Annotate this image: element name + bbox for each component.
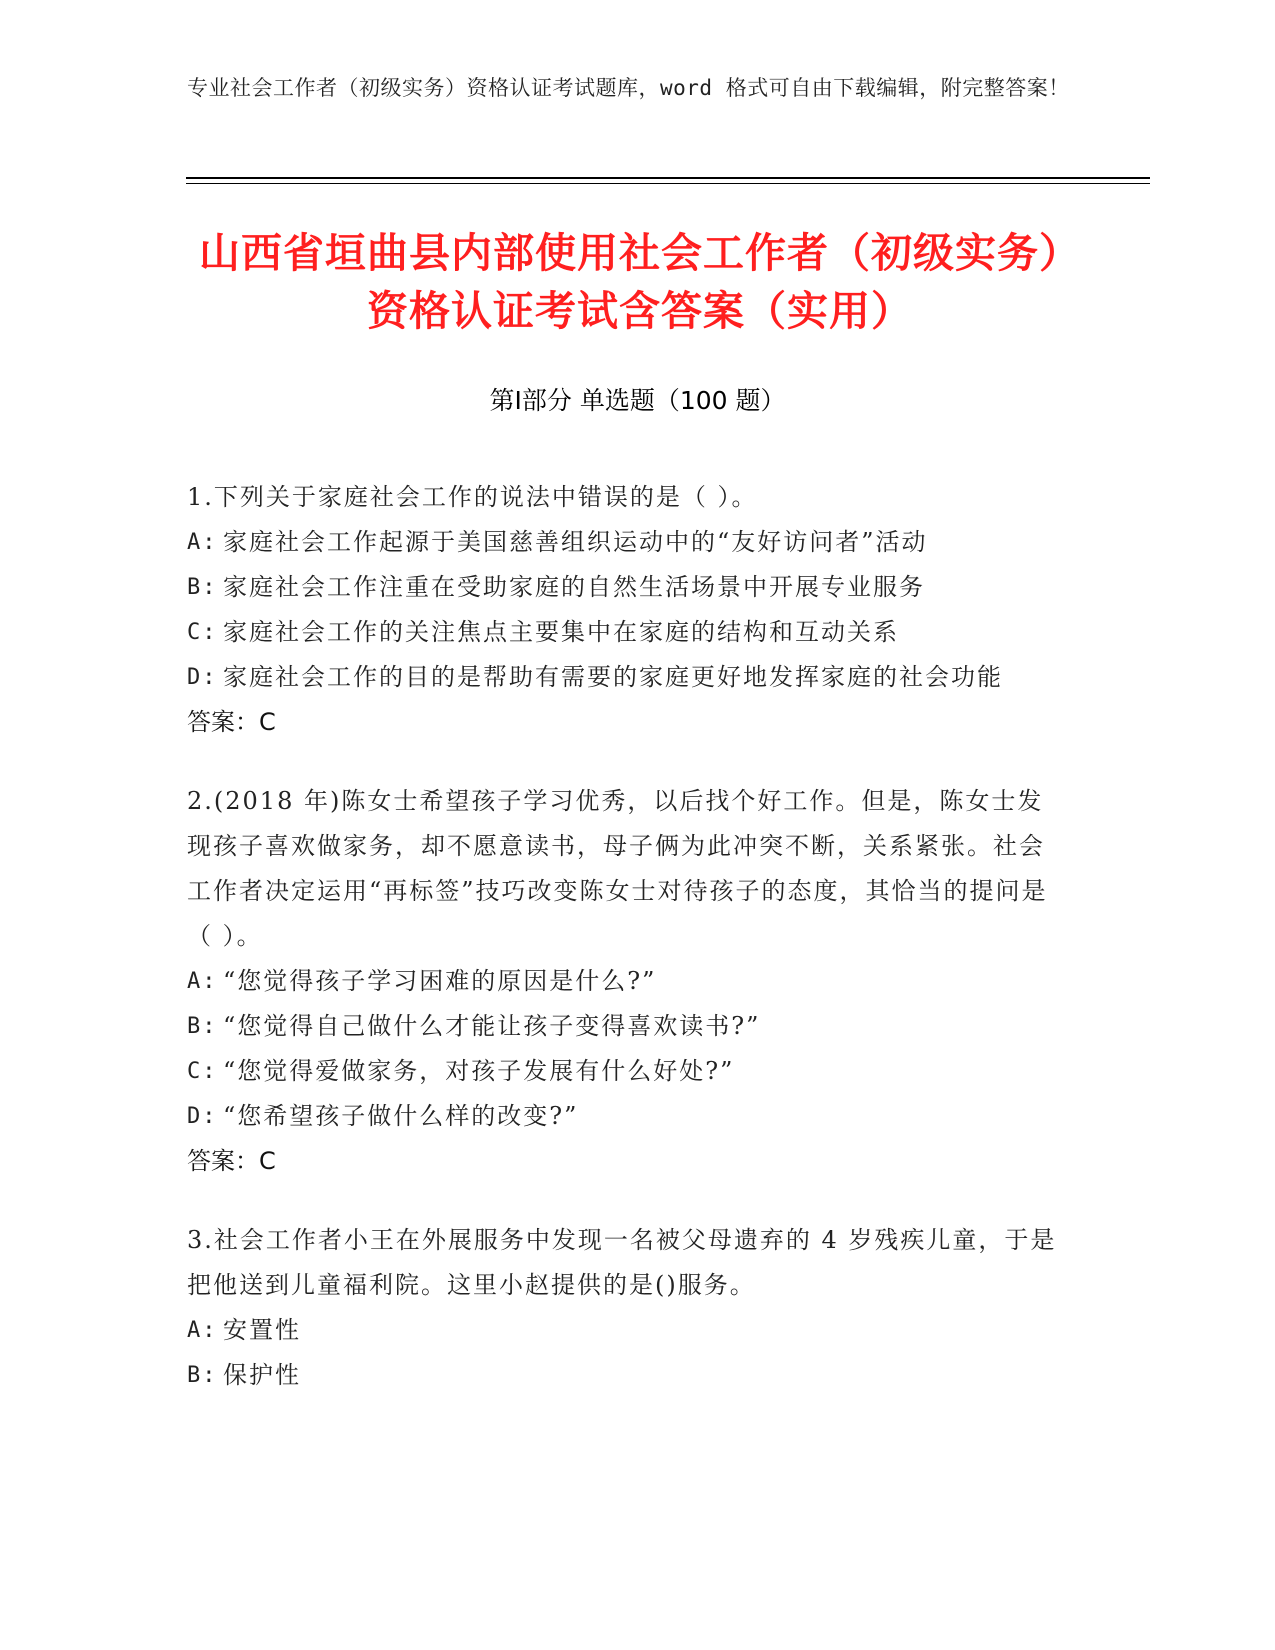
option-text: 安置性 xyxy=(223,1316,301,1344)
option-text: 家庭社会工作的目的是帮助有需要的家庭更好地发挥家庭的社会功能 xyxy=(223,663,1003,691)
question-stem: 3.社会工作者小王在外展服务中发现一名被父母遗弃的 4 岁残疾儿童，于是把他送到儿童福利院。这里小赵提供的是()服务。 xyxy=(187,1226,1057,1299)
option-text: 家庭社会工作注重在受助家庭的自然生活场景中开展专业服务 xyxy=(223,573,925,601)
section-title: 第Ⅰ部分 单选题（100 题） xyxy=(489,386,786,415)
document-title: 山西省垣曲县内部使用社会工作者（初级实务）资格认证考试含答案（实用） xyxy=(199,229,1081,335)
option-letter: A: xyxy=(187,530,218,555)
option-c xyxy=(187,1049,1067,1094)
option-text: “您觉得孩子学习困难的原因是什么?” xyxy=(223,967,657,995)
option-letter: D: xyxy=(187,665,218,690)
option-letter: B: xyxy=(187,1363,218,1388)
option-letter: A: xyxy=(187,1318,218,1343)
option-b xyxy=(187,1004,1067,1049)
question-2 xyxy=(187,779,1067,1184)
header-note: 专业社会工作者（初级实务）资格认证考试题库，word 格式可自由下载编辑，附完整答案！ xyxy=(187,76,1070,100)
header-divider-thick xyxy=(186,177,1150,179)
question-stem: 2.(2018 年)陈女士希望孩子学习优秀，以后找个好工作。但是，陈女士发现孩子喜欢做家务，却不愿意读书，母子俩为此冲突不断，关系紧张。社会工作者决定运用“再标签”技巧改变陈女士对待孩子的态度，其恰当的提问是（ ）。 xyxy=(187,787,1048,950)
option-text: “您觉得自己做什么才能让孩子变得喜欢读书?” xyxy=(223,1012,761,1040)
option-text: “您希望孩子做什么样的改变?” xyxy=(223,1102,579,1130)
question-1 xyxy=(187,475,1067,745)
option-b xyxy=(187,1353,1067,1398)
option-d xyxy=(187,655,1067,700)
question-stem: 1.下列关于家庭社会工作的说法中错误的是（ ）。 xyxy=(187,483,758,511)
option-c xyxy=(187,610,1067,655)
option-letter: C: xyxy=(187,620,218,645)
option-text: 家庭社会工作的关注焦点主要集中在家庭的结构和互动关系 xyxy=(223,618,899,646)
header-divider-thin xyxy=(186,183,1150,184)
question-3 xyxy=(187,1218,1067,1398)
option-text: 家庭社会工作起源于美国慈善组织运动中的“友好访问者”活动 xyxy=(223,528,928,556)
option-a xyxy=(187,959,1067,1004)
answer-line: 答案：C xyxy=(187,1147,276,1175)
option-letter: C: xyxy=(187,1059,218,1084)
option-a xyxy=(187,1308,1067,1353)
option-d xyxy=(187,1094,1067,1139)
option-letter: B: xyxy=(187,575,218,600)
option-letter: B: xyxy=(187,1014,218,1039)
answer-line: 答案：C xyxy=(187,708,276,736)
option-a xyxy=(187,520,1067,565)
question-list xyxy=(187,475,1067,1432)
option-text: “您觉得爱做家务，对孩子发展有什么好处?” xyxy=(223,1057,735,1085)
option-b xyxy=(187,565,1067,610)
option-text: 保护性 xyxy=(223,1361,301,1389)
option-letter: D: xyxy=(187,1104,218,1129)
option-letter: A: xyxy=(187,969,218,994)
